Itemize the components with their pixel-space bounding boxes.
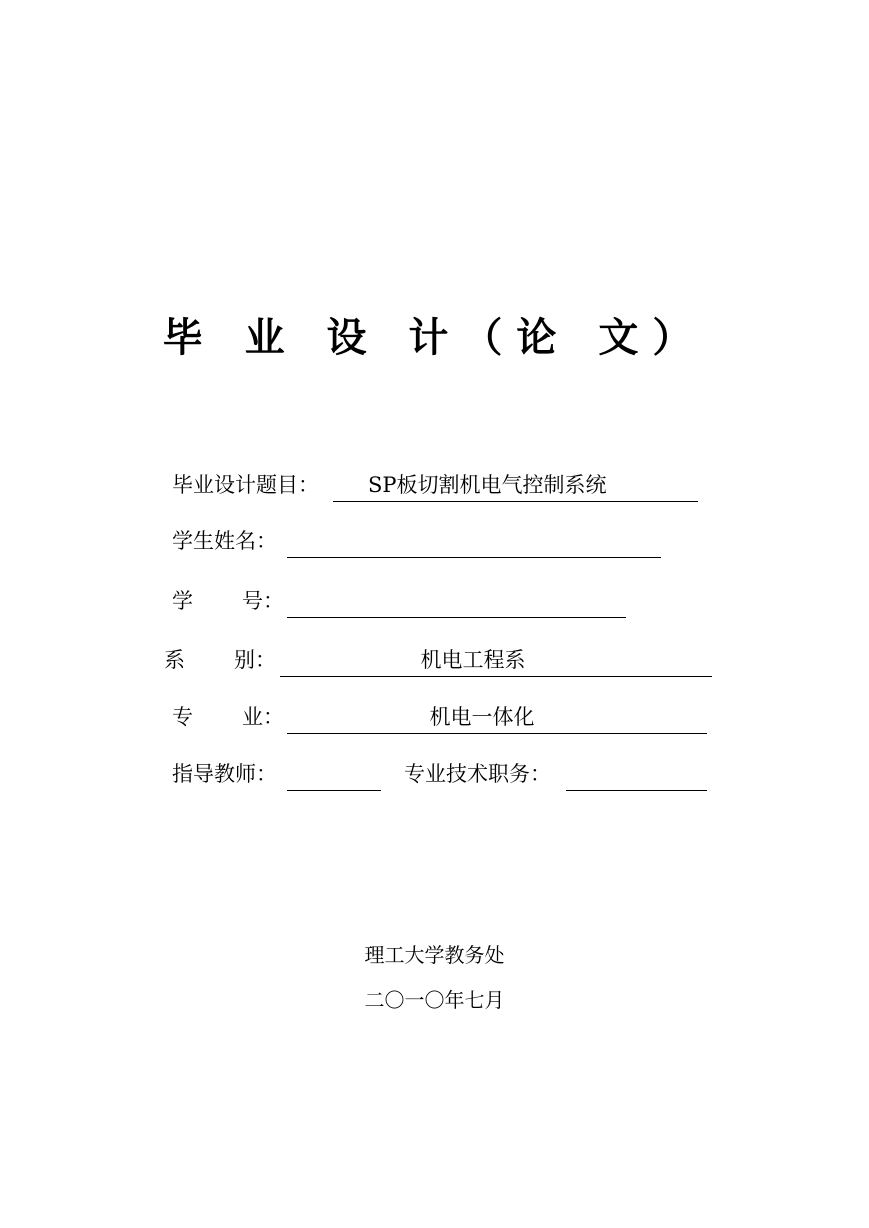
department-label-left: 系 [164,648,185,672]
title-rank-label: 专业技术职务： [404,762,551,786]
title-rank-field[interactable] [566,757,707,791]
topic-field[interactable] [333,468,698,502]
student-id-label-left: 学 [172,589,193,613]
major-field[interactable] [287,700,707,734]
major-label-right: 业： [242,705,284,729]
student-name-label: 学生姓名： [172,529,277,553]
student-name-field[interactable] [287,524,661,558]
student-id-field[interactable] [287,584,626,618]
topic-value: SP板切割机电气控制系统 [368,473,607,497]
department-row [164,643,724,677]
advisor-field[interactable] [287,757,381,791]
student-name-row [172,524,672,558]
topic-row [172,468,712,502]
topic-label: 毕业设计题目： [172,473,319,497]
department-value: 机电工程系 [420,648,526,672]
department-label-right: 别： [234,648,276,672]
advisor-row [172,757,732,791]
major-label-left: 专 [172,705,193,729]
major-value: 机电一体化 [429,705,535,729]
major-row [172,700,732,734]
student-id-row [172,584,642,618]
issue-date: 二〇一〇年七月 [364,988,505,1012]
student-id-label-right: 号： [242,589,284,613]
department-field[interactable] [280,643,712,677]
issuing-office: 理工大学教务处 [364,943,505,967]
document-title: 毕 业 设 计（论 文） [162,315,707,361]
advisor-label: 指导教师： [172,762,277,786]
